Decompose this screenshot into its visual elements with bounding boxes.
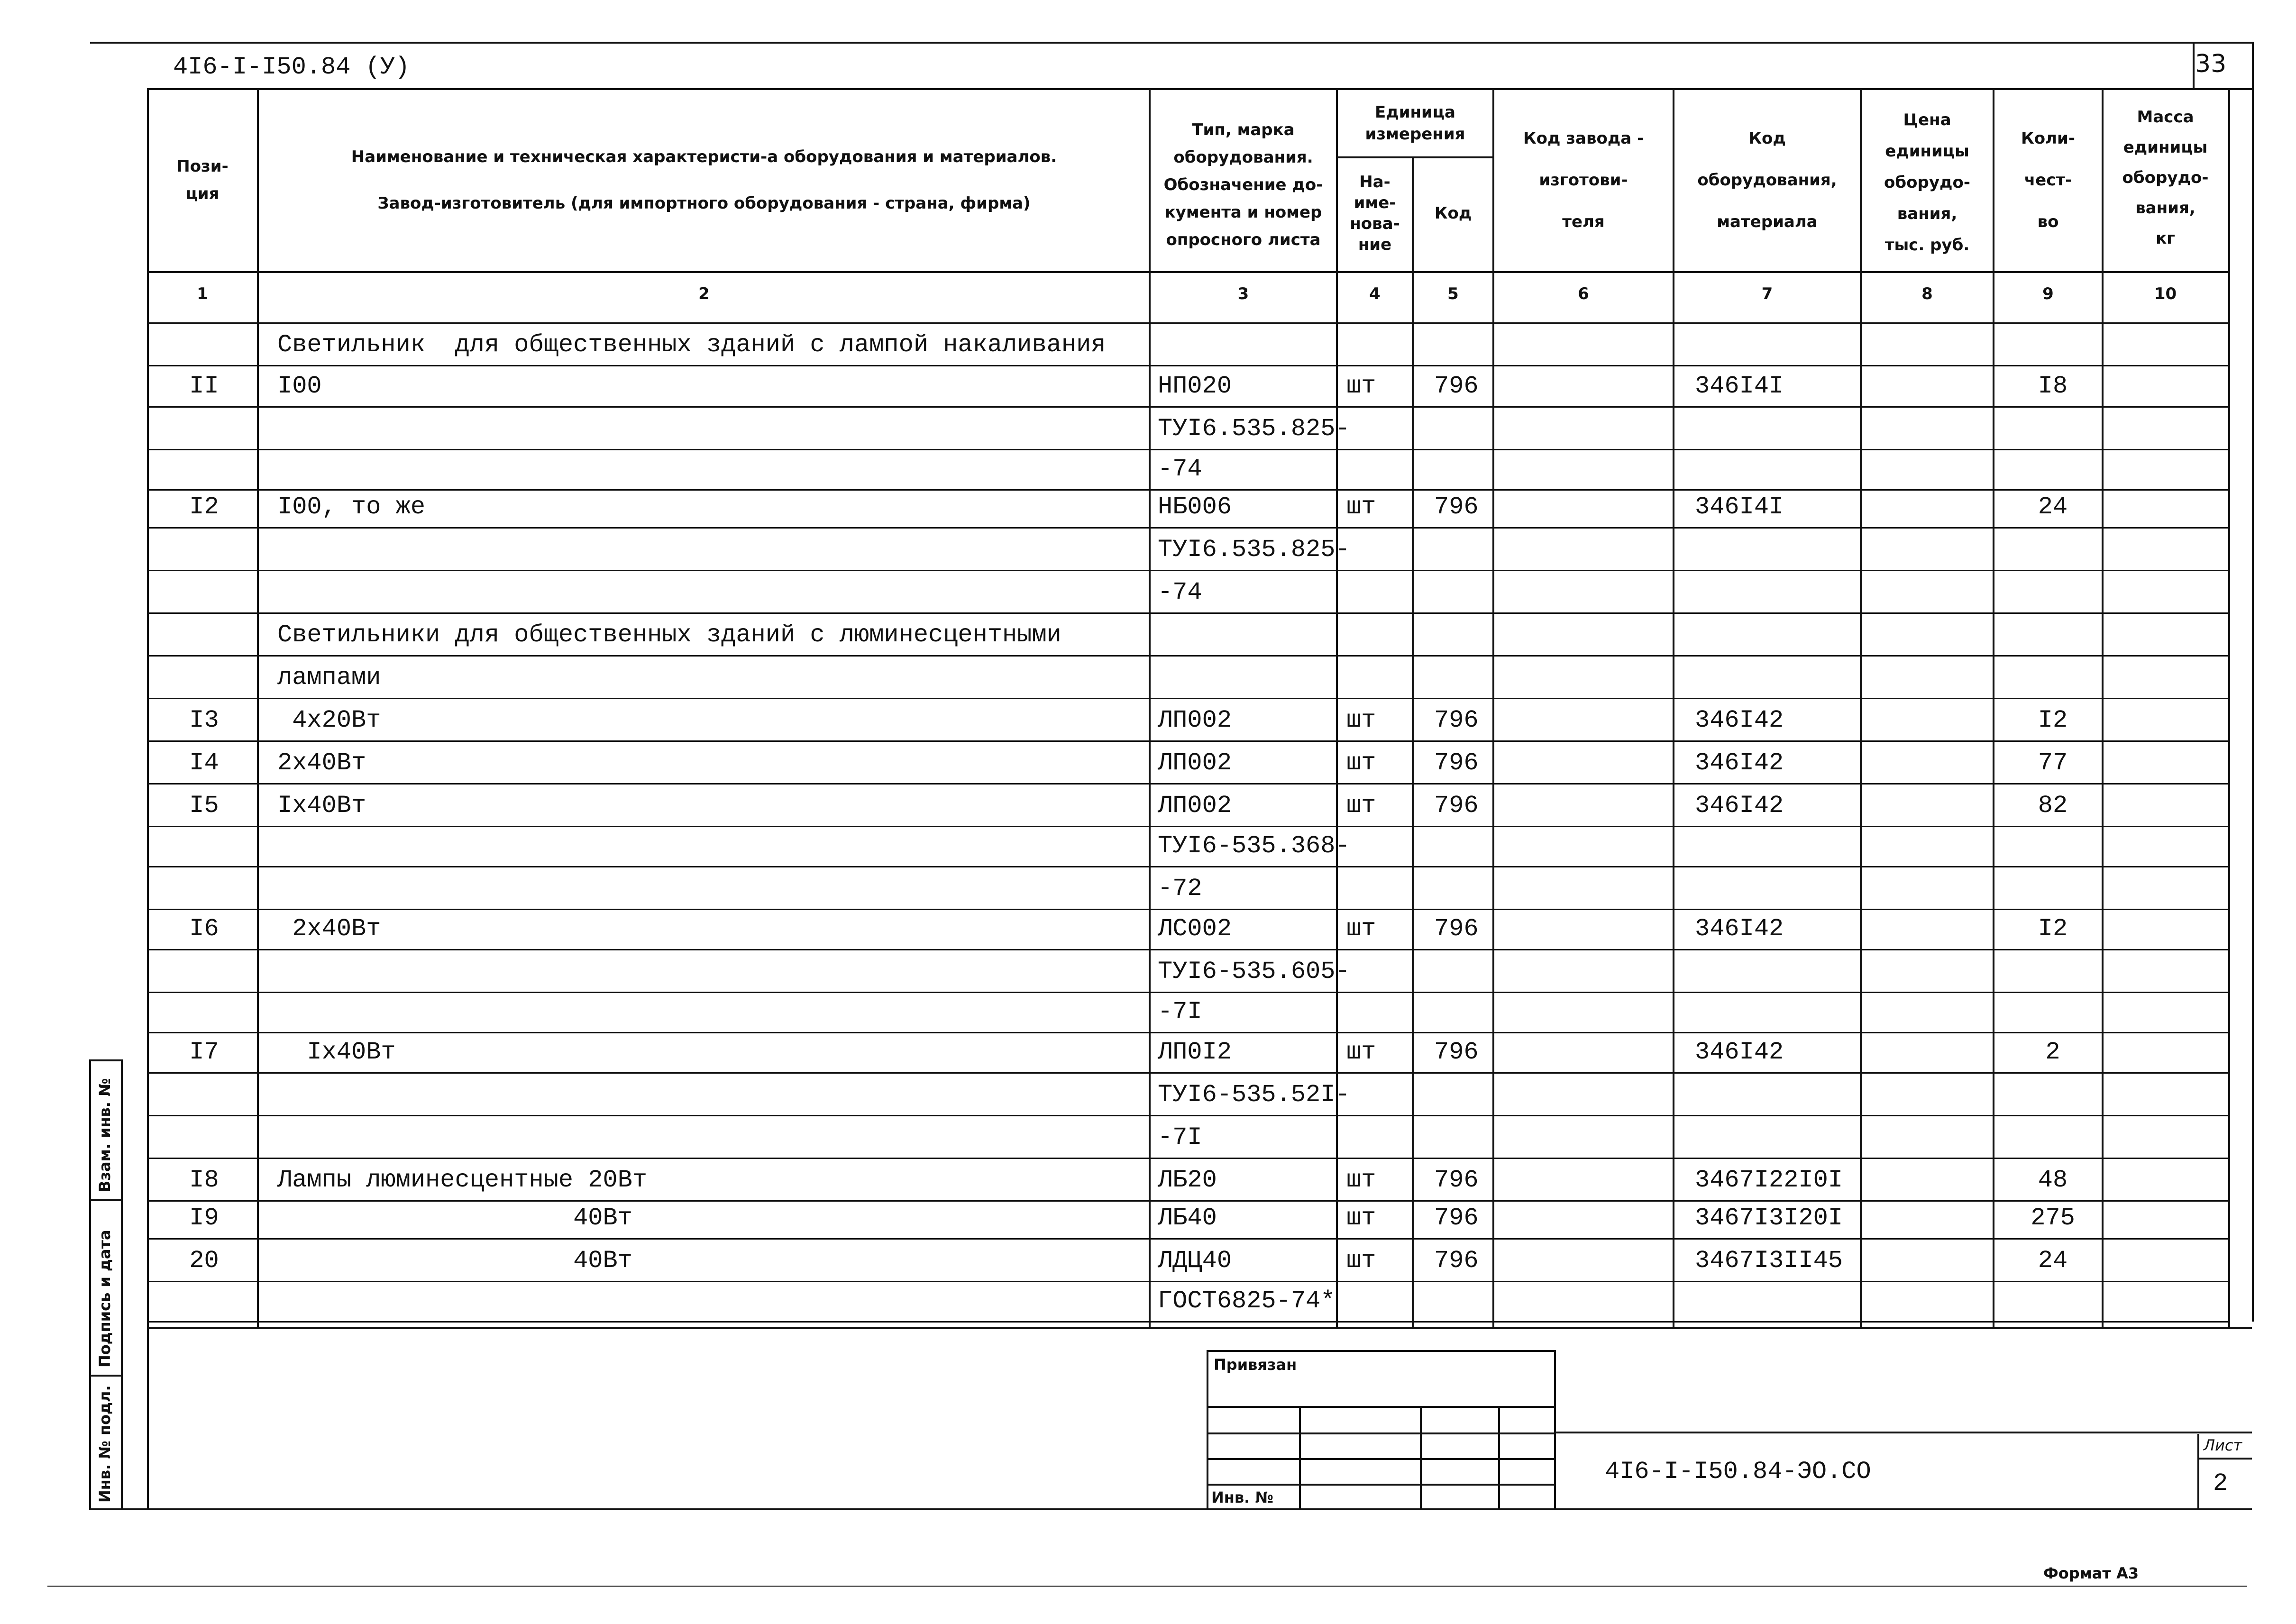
stamp-box-top xyxy=(1207,1350,1555,1352)
row-unit-code: 796 xyxy=(1434,1166,1479,1194)
row-equipment-code: 346I42 xyxy=(1695,1038,1784,1066)
row-equipment-code: 346I42 xyxy=(1695,792,1784,820)
col-number-4: 4 xyxy=(1369,284,1381,303)
grid-col-line-10 xyxy=(2228,88,2230,1327)
row-quantity: 2 xyxy=(2045,1038,2060,1066)
row-position: I6 xyxy=(189,915,219,943)
grid-row-line-2 xyxy=(147,449,2228,450)
grid-col-line-7 xyxy=(1860,88,1862,1327)
grid-row-line-13 xyxy=(147,909,2228,910)
row-type: ЛБ20 xyxy=(1158,1166,1217,1194)
col6-header: Код завода - изготови- теля xyxy=(1523,129,1644,231)
grid-header-bottom xyxy=(147,271,2228,273)
row-position: 20 xyxy=(189,1247,219,1275)
bottom-rule xyxy=(47,1586,2247,1587)
col-number-5: 5 xyxy=(1447,284,1459,303)
side-label-replaced-inv: Взам. инв. № xyxy=(96,1078,114,1192)
grid-row-line-7 xyxy=(147,655,2228,657)
document-code-header: 4I6-I-I50.84 (У) xyxy=(173,53,410,81)
grid-row-line-18 xyxy=(147,1115,2228,1116)
row-unit: шт xyxy=(1346,792,1376,820)
row-unit: шт xyxy=(1346,372,1376,400)
side-strip-right xyxy=(121,1059,123,1510)
grid-row-line-1 xyxy=(147,406,2228,408)
row-quantity: 275 xyxy=(2031,1204,2075,1232)
col-number-3: 3 xyxy=(1237,284,1249,303)
header-bottom-line xyxy=(147,88,2252,90)
grid-row-line-20 xyxy=(147,1200,2228,1202)
row-type: ЛДЦ40 xyxy=(1158,1247,1232,1275)
grid-row-line-11 xyxy=(147,826,2228,827)
page-number-box-right xyxy=(2252,42,2254,1322)
stamp-row-3 xyxy=(1207,1458,1555,1460)
row-type: ТУI6-535.368- xyxy=(1158,832,1350,860)
grid-row-line-16 xyxy=(147,1032,2228,1033)
row-quantity: 24 xyxy=(2038,1247,2068,1275)
grid-row-line-22 xyxy=(147,1281,2228,1282)
col9-header: Коли- чест- во xyxy=(2021,129,2075,231)
format-label: Формат А3 xyxy=(2043,1564,2139,1582)
grid-row-line-19 xyxy=(147,1158,2228,1159)
side-strip-div1 xyxy=(89,1199,122,1201)
row-unit-code: 796 xyxy=(1434,915,1479,943)
row-unit: шт xyxy=(1346,1204,1376,1232)
sheet-label: Лист xyxy=(2204,1436,2242,1454)
grid-row-line-23 xyxy=(147,1321,2228,1323)
stamp-row-1 xyxy=(1207,1406,1555,1408)
stamp-row-4 xyxy=(1207,1484,1555,1486)
row-unit: шт xyxy=(1346,749,1376,777)
row-position: I2 xyxy=(189,493,219,521)
grid-row-line-14 xyxy=(147,949,2228,950)
stamp-privyazan-label: Привязан xyxy=(1214,1356,1297,1374)
col-number-2: 2 xyxy=(698,284,710,303)
row-type: ЛС002 xyxy=(1158,915,1232,943)
row-quantity: 82 xyxy=(2038,792,2068,820)
row-type: ЛП002 xyxy=(1158,792,1232,820)
col-number-7: 7 xyxy=(1761,284,1773,303)
row-type: ГОСТ6825-74* xyxy=(1158,1287,1336,1315)
col10-header: Масса единицы оборудо- вания, кг xyxy=(2122,108,2209,248)
row-unit-code: 796 xyxy=(1434,372,1479,400)
row-unit: шт xyxy=(1346,706,1376,734)
row-unit-code: 796 xyxy=(1434,749,1479,777)
row-name: Светильники для общественных зданий с люминесцентными xyxy=(277,621,1061,649)
sheet-box-mid xyxy=(2197,1458,2252,1460)
row-name: Ix40Вт xyxy=(277,1038,396,1066)
col8-header: Цена единицы оборудо- вания, тыс. руб. xyxy=(1884,110,1970,255)
row-quantity: 24 xyxy=(2038,493,2068,521)
grid-row-line-17 xyxy=(147,1072,2228,1074)
col4-header: На- име- нова- ние xyxy=(1350,173,1400,254)
col-number-8: 8 xyxy=(1921,284,1933,303)
row-equipment-code: 346I4I xyxy=(1695,493,1784,521)
col-number-1: 1 xyxy=(197,284,208,303)
stamp-row-2 xyxy=(1207,1432,1555,1434)
top-border-line xyxy=(90,42,2252,44)
grid-row-line-5 xyxy=(147,570,2228,571)
row-quantity: 77 xyxy=(2038,749,2068,777)
grid-row-line-4 xyxy=(147,527,2228,529)
row-name: 4x20Вт xyxy=(277,706,381,734)
row-name: I00, то же xyxy=(277,493,426,521)
row-unit: шт xyxy=(1346,493,1376,521)
col-number-10: 10 xyxy=(2154,284,2177,303)
title-block-top xyxy=(1555,1432,2252,1433)
unit-group-header: Единица измерения xyxy=(1365,103,1465,144)
row-quantity: I2 xyxy=(2038,706,2068,734)
row-type: ЛП002 xyxy=(1158,749,1232,777)
stamp-col-3 xyxy=(1498,1406,1500,1509)
row-position: I3 xyxy=(189,706,219,734)
row-quantity: 48 xyxy=(2038,1166,2068,1194)
row-quantity: I8 xyxy=(2038,372,2068,400)
side-strip-left xyxy=(89,1059,91,1510)
grid-row-line-12 xyxy=(147,866,2228,867)
grid-colnum-bottom xyxy=(147,322,2228,324)
row-equipment-code: 346I42 xyxy=(1695,749,1784,777)
grid-row-line-15 xyxy=(147,992,2228,993)
grid-col-line-2 xyxy=(1149,88,1151,1327)
stamp-col-1 xyxy=(1299,1406,1301,1509)
row-name: 2x40Вт xyxy=(277,915,381,943)
stamp-col-2 xyxy=(1420,1406,1422,1509)
row-position: I4 xyxy=(189,749,219,777)
row-name: Светильник для общественных зданий с лампой накаливания xyxy=(277,331,1106,359)
side-strip-div2 xyxy=(89,1375,122,1377)
row-type: НП020 xyxy=(1158,372,1232,400)
row-type: ЛП0I2 xyxy=(1158,1038,1232,1066)
row-equipment-code: 3467I22I0I xyxy=(1695,1166,1843,1194)
row-position: II xyxy=(189,372,219,400)
grid-row-line-0 xyxy=(147,365,2228,366)
row-type: ЛП002 xyxy=(1158,706,1232,734)
row-equipment-code: 346I4I xyxy=(1695,372,1784,400)
row-name: Ix40Вт xyxy=(277,792,366,820)
row-name: 40Вт xyxy=(277,1247,632,1275)
grid-row-line-10 xyxy=(147,783,2228,785)
col-number-6: 6 xyxy=(1578,284,1589,303)
row-type: ТУI6-535.52I- xyxy=(1158,1081,1350,1109)
row-name: лампами xyxy=(277,664,381,692)
grid-col-line-3 xyxy=(1336,88,1338,1327)
row-equipment-code: 3467I3II45 xyxy=(1695,1247,1843,1275)
row-type: ЛБ40 xyxy=(1158,1204,1217,1232)
col-number-9: 9 xyxy=(2042,284,2054,303)
row-type: ТУI6-535.605- xyxy=(1158,958,1350,985)
row-unit-code: 796 xyxy=(1434,1038,1479,1066)
col3-header: Тип, марка оборудования. Обозначение до- кумента и номер опросного листа xyxy=(1163,120,1323,249)
row-position: I5 xyxy=(189,792,219,820)
grid-row-line-6 xyxy=(147,612,2228,614)
side-label-orig-inv: Инв. № подл. xyxy=(96,1385,114,1503)
side-strip-bottom xyxy=(89,1508,122,1510)
side-label-signature-date: Подпись и дата xyxy=(96,1230,114,1368)
row-type: -72 xyxy=(1158,875,1202,903)
grid-unit-split xyxy=(1336,156,1492,158)
row-unit: шт xyxy=(1346,915,1376,943)
footer-document-code: 4I6-I-I50.84-ЭО.СО xyxy=(1605,1458,1871,1486)
col2-header: Наименование и техническая характеристи-а оборудования и материалов. Завод-изготовитель (для импортного оборудования - страна, фирма) xyxy=(351,147,1057,213)
row-name: Лампы люминесцентные 20Вт xyxy=(277,1166,648,1194)
footer-bottom-line xyxy=(121,1508,2252,1510)
page-number-box-left xyxy=(2193,42,2195,89)
row-type: -74 xyxy=(1158,455,1202,483)
row-name: I00 xyxy=(277,372,322,400)
page-number: 33 xyxy=(2195,50,2227,78)
row-unit-code: 796 xyxy=(1434,1204,1479,1232)
row-type: ТУI6.535.825- xyxy=(1158,536,1350,564)
grid-col-line-0 xyxy=(147,88,149,1327)
row-type: -7I xyxy=(1158,1123,1202,1151)
row-equipment-code: 346I42 xyxy=(1695,706,1784,734)
grid-col-line-4 xyxy=(1412,156,1414,1327)
row-name: 40Вт xyxy=(277,1204,632,1232)
row-name: 2x40Вт xyxy=(277,749,366,777)
row-equipment-code: 346I42 xyxy=(1695,915,1784,943)
footer-top-line xyxy=(147,1327,2252,1329)
row-unit: шт xyxy=(1346,1166,1376,1194)
row-position: I8 xyxy=(189,1166,219,1194)
row-equipment-code: 3467I3I20I xyxy=(1695,1204,1843,1232)
row-type: НБ006 xyxy=(1158,493,1232,521)
row-unit-code: 796 xyxy=(1434,493,1479,521)
grid-row-line-8 xyxy=(147,698,2228,699)
sheet-box-left xyxy=(2197,1434,2199,1510)
row-quantity: I2 xyxy=(2038,915,2068,943)
row-position: I7 xyxy=(189,1038,219,1066)
grid-col-line-5 xyxy=(1492,88,1494,1327)
row-unit-code: 796 xyxy=(1434,792,1479,820)
row-unit-code: 796 xyxy=(1434,706,1479,734)
grid-col-line-6 xyxy=(1673,88,1674,1327)
grid-row-line-3 xyxy=(147,489,2228,491)
row-unit: шт xyxy=(1346,1038,1376,1066)
col1-header: Пози- ция xyxy=(176,157,229,203)
row-type: -7I xyxy=(1158,998,1202,1026)
row-type: -74 xyxy=(1158,578,1202,606)
stamp-inv-label: Инв. № xyxy=(1211,1488,1273,1506)
row-position: I9 xyxy=(189,1204,219,1232)
col7-header: Код оборудования, материала xyxy=(1697,129,1837,231)
sheet-number: 2 xyxy=(2213,1469,2228,1497)
row-unit-code: 796 xyxy=(1434,1247,1479,1275)
footer-left-line xyxy=(147,1327,149,1510)
col5-header: Код xyxy=(1434,204,1472,223)
row-unit: шт xyxy=(1346,1247,1376,1275)
side-strip-top xyxy=(89,1059,122,1061)
grid-col-line-8 xyxy=(1993,88,1994,1327)
grid-row-line-21 xyxy=(147,1238,2228,1240)
row-type: ТУI6.535.825- xyxy=(1158,415,1350,443)
grid-row-line-9 xyxy=(147,740,2228,742)
